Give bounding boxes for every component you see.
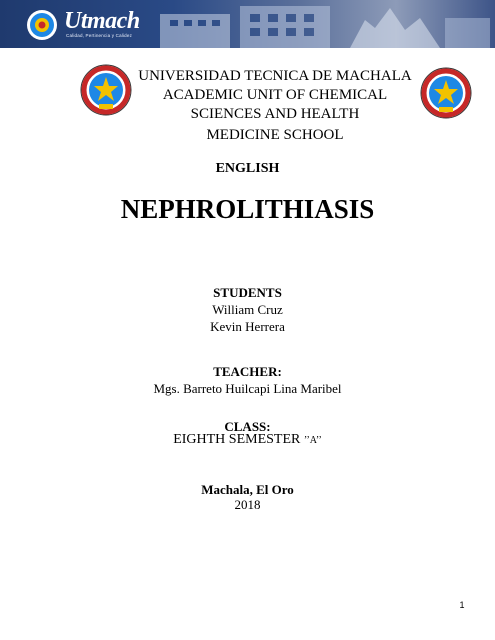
class-semester: EIGHTH SEMESTER [173,432,301,447]
teacher-label: TEACHER: [213,364,282,379]
document-title: NEPHROLITHIASIS [120,194,375,224]
institution-line-1: UNIVERSIDAD TECNICA DE MACHALA [138,68,412,84]
class-section: ’’A’’ [303,435,322,446]
class-label: CLASS: [224,419,271,434]
students-label: STUDENTS [213,285,282,300]
utmach-logo-icon [26,9,58,41]
subject-heading: ENGLISH [215,161,280,176]
brand-name: Utmach [64,8,140,34]
campus-building-image [150,0,495,48]
institution-line-2: ACADEMIC UNIT OF CHEMICAL [162,87,388,103]
institution-line-3: SCIENCES AND HEALTH [190,106,360,122]
brand-tagline: Calidad, Pertinencia y Calidez [66,33,133,38]
class-value [0,432,495,448]
teacher-name: Mgs. Barreto Huilcapi Lina Maribel [153,381,342,396]
student-name: William Cruz [212,302,283,317]
page-number: 1 [459,600,465,610]
institution-name [120,67,430,124]
location-year: 2018 [234,497,261,512]
school-name: MEDICINE SCHOOL [206,127,344,143]
location-city: Machala, El Oro [201,482,294,497]
header-banner [0,0,495,48]
student-name: Kevin Herrera [210,319,285,334]
